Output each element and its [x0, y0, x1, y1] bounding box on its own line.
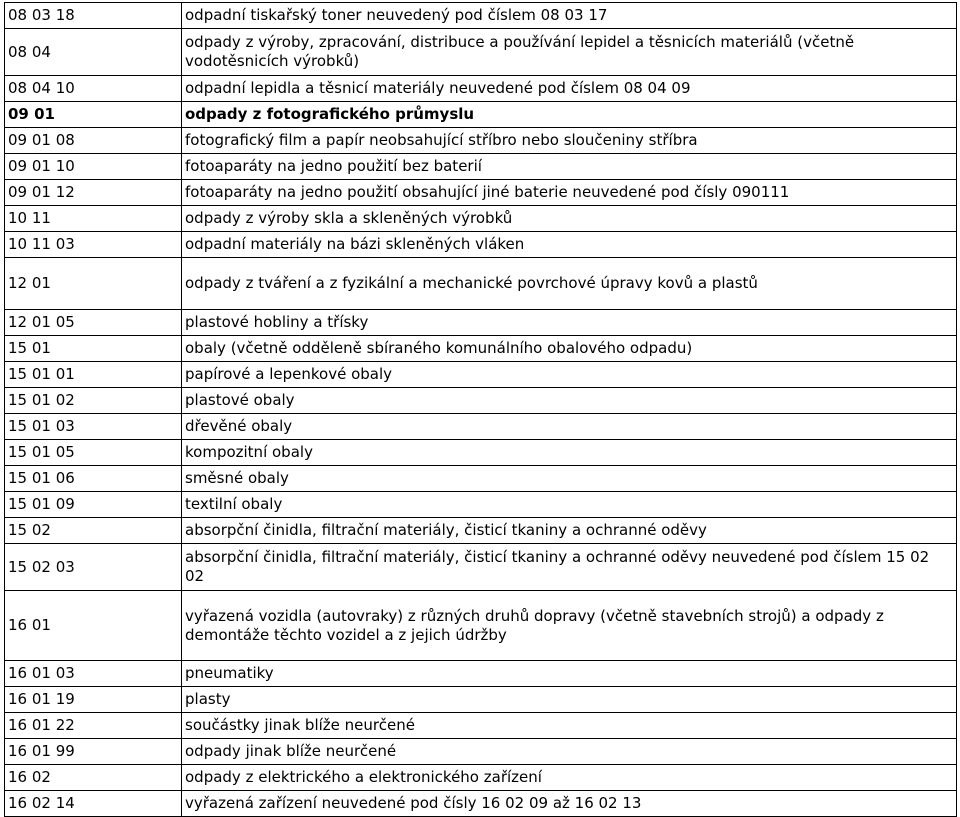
waste-code: 16 01 03 — [5, 661, 182, 687]
waste-description: odpady z tváření a z fyzikální a mechanické povrchové úpravy kovů a plastů — [182, 258, 957, 310]
table-row — [5, 258, 957, 310]
waste-code: 15 01 06 — [5, 466, 182, 492]
waste-code: 16 02 14 — [5, 791, 182, 817]
waste-description: dřevěné obaly — [182, 414, 957, 440]
waste-description: odpady jinak blíže neurčené — [182, 739, 957, 765]
waste-description: fotografický film a papír neobsahující stříbro nebo sloučeniny stříbra — [182, 128, 957, 154]
waste-code: 08 04 — [5, 29, 182, 76]
table-row — [5, 518, 957, 544]
table-row — [5, 687, 957, 713]
waste-code: 15 02 03 — [5, 544, 182, 591]
waste-description: směsné obaly — [182, 466, 957, 492]
table-row — [5, 661, 957, 687]
waste-description: textilní obaly — [182, 492, 957, 518]
waste-description: odpady z fotografického průmyslu — [182, 102, 957, 128]
waste-code: 08 04 10 — [5, 76, 182, 102]
waste-description: odpadní tiskařský toner neuvedený pod číslem 08 03 17 — [182, 3, 957, 29]
table-row — [5, 154, 957, 180]
waste-code: 09 01 — [5, 102, 182, 128]
waste-code: 15 01 05 — [5, 440, 182, 466]
waste-code: 15 01 02 — [5, 388, 182, 414]
waste-code: 12 01 05 — [5, 310, 182, 336]
waste-code: 15 02 — [5, 518, 182, 544]
table-row — [5, 791, 957, 817]
waste-description: kompozitní obaly — [182, 440, 957, 466]
waste-description: odpady z výroby skla a skleněných výrobků — [182, 206, 957, 232]
waste-description: plasty — [182, 687, 957, 713]
table-row — [5, 388, 957, 414]
waste-description: vyřazená vozidla (autovraky) z různých druhů dopravy (včetně stavebních strojů) a odpady z demontáže těchto vozidel a z jejich údržby — [182, 591, 957, 661]
table-row — [5, 739, 957, 765]
table-row — [5, 336, 957, 362]
waste-description: součástky jinak blíže neurčené — [182, 713, 957, 739]
table-row — [5, 713, 957, 739]
waste-description: plastové hobliny a třísky — [182, 310, 957, 336]
table-row — [5, 310, 957, 336]
waste-description: odpady z elektrického a elektronického zařízení — [182, 765, 957, 791]
waste-code: 08 03 18 — [5, 3, 182, 29]
waste-description: fotoaparáty na jedno použití obsahující jiné baterie neuvedené pod čísly 090111 — [182, 180, 957, 206]
waste-code: 16 01 22 — [5, 713, 182, 739]
waste-description: obaly (včetně odděleně sbíraného komunálního obalového odpadu) — [182, 336, 957, 362]
table-row — [5, 591, 957, 661]
waste-code: 15 01 09 — [5, 492, 182, 518]
waste-code: 15 01 01 — [5, 362, 182, 388]
waste-code: 16 02 — [5, 765, 182, 791]
waste-code: 09 01 08 — [5, 128, 182, 154]
waste-description: odpadní materiály na bázi skleněných vláken — [182, 232, 957, 258]
table-row — [5, 765, 957, 791]
waste-code: 16 01 99 — [5, 739, 182, 765]
waste-code: 16 01 19 — [5, 687, 182, 713]
waste-description: odpady z výroby, zpracování, distribuce a používání lepidel a těsnicích materiálů (včetně vodotěsnicích výrobků) — [182, 29, 957, 76]
table-row — [5, 414, 957, 440]
waste-code: 15 01 — [5, 336, 182, 362]
table-row — [5, 3, 957, 29]
table-row — [5, 466, 957, 492]
waste-description: pneumatiky — [182, 661, 957, 687]
table-row — [5, 102, 957, 128]
table-row — [5, 362, 957, 388]
waste-code: 16 01 — [5, 591, 182, 661]
waste-description: odpadní lepidla a těsnicí materiály neuvedené pod číslem 08 04 09 — [182, 76, 957, 102]
table-row — [5, 76, 957, 102]
table-row — [5, 544, 957, 591]
table-row — [5, 440, 957, 466]
table-row — [5, 206, 957, 232]
waste-code: 10 11 03 — [5, 232, 182, 258]
table-row — [5, 128, 957, 154]
waste-description: papírové a lepenkové obaly — [182, 362, 957, 388]
waste-description: plastové obaly — [182, 388, 957, 414]
table-row — [5, 492, 957, 518]
table-row — [5, 180, 957, 206]
table-row — [5, 232, 957, 258]
table-row — [5, 29, 957, 76]
waste-description: fotoaparáty na jedno použití bez baterií — [182, 154, 957, 180]
waste-description: absorpční činidla, filtrační materiály, čisticí tkaniny a ochranné oděvy — [182, 518, 957, 544]
waste-catalogue-table — [4, 2, 957, 817]
waste-description: vyřazená zařízení neuvedené pod čísly 16 02 09 až 16 02 13 — [182, 791, 957, 817]
waste-code: 12 01 — [5, 258, 182, 310]
waste-description: absorpční činidla, filtrační materiály, čisticí tkaniny a ochranné oděvy neuvedené pod číslem 15 02 02 — [182, 544, 957, 591]
waste-code: 09 01 12 — [5, 180, 182, 206]
waste-code: 09 01 10 — [5, 154, 182, 180]
waste-code: 10 11 — [5, 206, 182, 232]
waste-code: 15 01 03 — [5, 414, 182, 440]
